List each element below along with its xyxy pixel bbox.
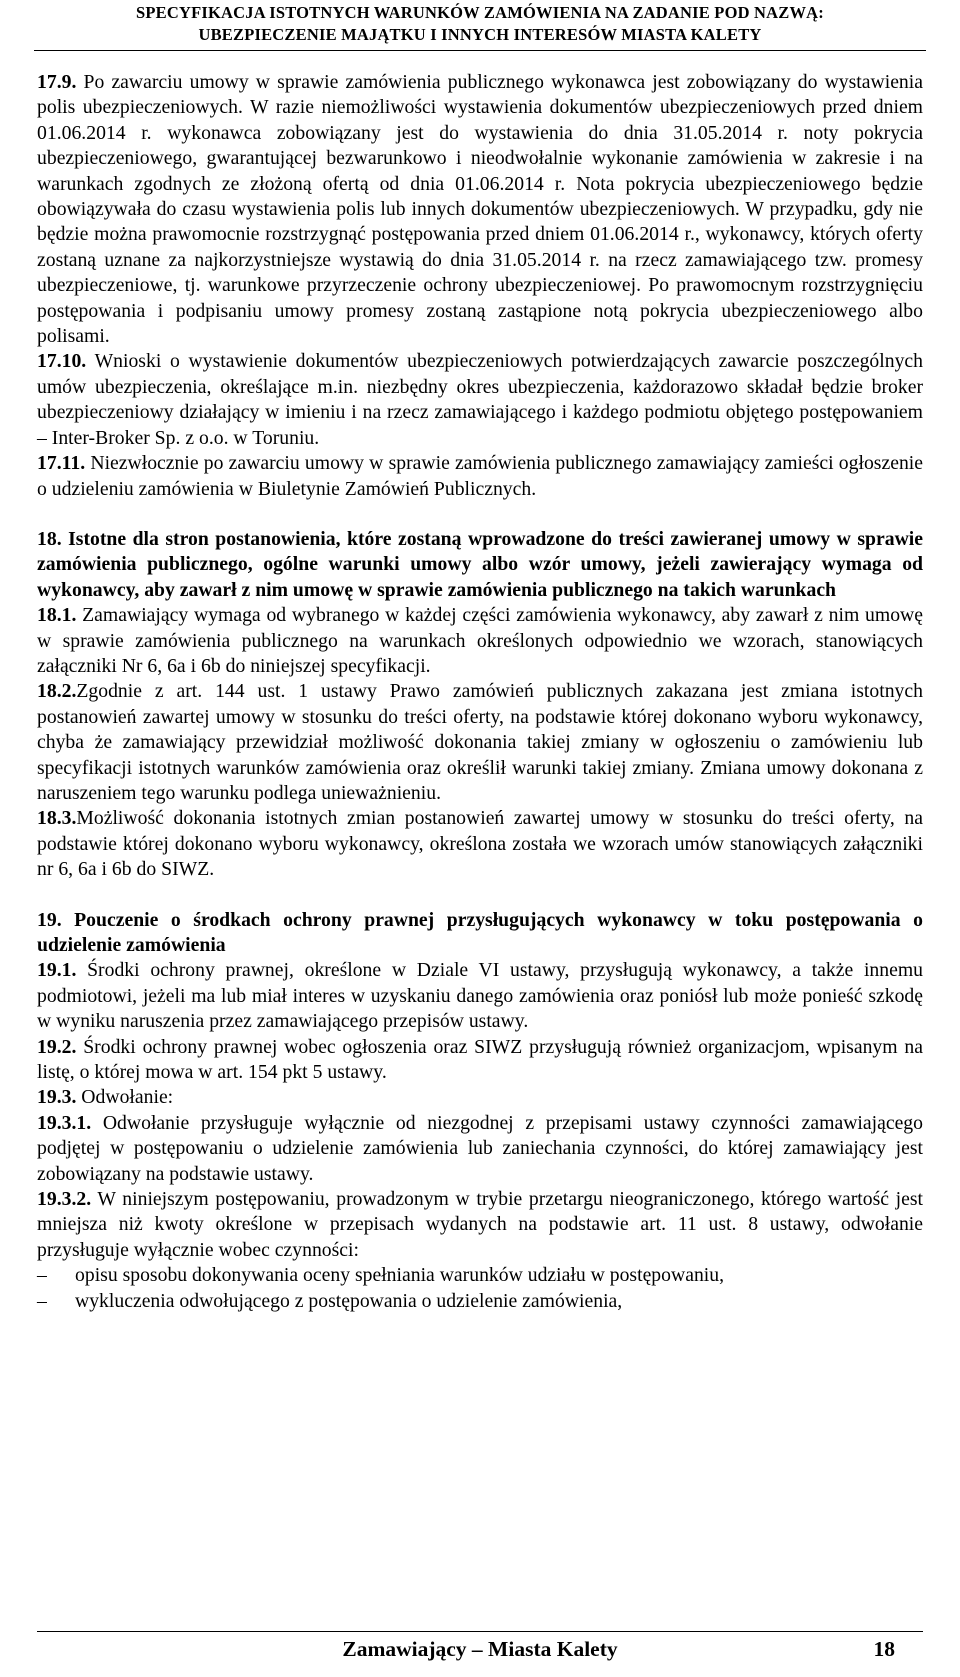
paragraph-text: Środki ochrony prawnej wobec ogłoszenia oraz SIWZ przysługują również organizacjom, wpisanym na listę, o której mowa w art. 154 pkt 5 ustawy. [37, 1035, 923, 1084]
section-number: 19. [37, 908, 62, 931]
section-number: 18.3. [37, 807, 77, 830]
paragraph-19-2 [37, 1035, 923, 1086]
document-header [0, 2, 960, 46]
list-item-text: wykluczenia odwołującego z postępowania o udzielenie zamówienia, [75, 1289, 623, 1312]
list-item [37, 1289, 923, 1314]
section-number: 19.3. [37, 1086, 77, 1109]
paragraph-17-10 [37, 349, 923, 451]
dash-bullet-icon: – [37, 1264, 47, 1287]
paragraph-19-3 [37, 1085, 923, 1110]
page-number: 18 [873, 1637, 895, 1661]
dash-bullet-icon: – [37, 1289, 47, 1312]
paragraph-18-1 [37, 603, 923, 679]
paragraph-19-1 [37, 958, 923, 1034]
paragraph-text: Zgodnie z art. 144 ust. 1 ustawy Prawo zamówień publicznych zakazana jest zmiana istotnych postanowień zawartej umowy w stosunku do treści oferty, na podstawie której dokonano wyboru wykonawcy, chyba że zamawiający przewidział możliwość dokonania takiej zmiany w ogłoszeniu o zamówieniu lub specyfikacji istotnych warunków zamówienia oraz określił warunki takiej zmiany. Zmiana umowy dokonana z naruszeniem tego warunku podlega unieważnieniu. [37, 680, 923, 804]
paragraph-text: Zamawiający wymaga od wybranego w każdej części zamówienia wykonawcy, aby zawarł z nim umowę w sprawie zamówienia publicznego na warunkach określonych odpowiednio we wzorach, stanowiących załączniki Nr 6, 6a i 6b do niniejszej specyfikacji. [37, 604, 923, 677]
list-item [37, 1263, 923, 1288]
heading-section-19 [37, 908, 923, 959]
paragraph-text: Wnioski o wystawienie dokumentów ubezpieczeniowych potwierdzających zawarcie poszczególnych umów ubezpieczenia, określające m.in. niezbędny okres ubezpieczenia, każdorazowo składał będzie broker ubezpieczeniowy działający w imieniu i na rzecz zamawiającego i każdego podmiotu objętego postępowaniem – Inter-Broker Sp. z o.o. w Toruniu. [37, 350, 923, 449]
paragraph-text: Środki ochrony prawnej, określone w Dziale VI ustawy, przysługują wykonawcy, a także innemu podmiotowi, jeżeli ma lub miał interes w uzyskaniu danego zamówienia oraz poniósł lub może ponieść szkodę w wyniku naruszenia przez zamawiającego przepisów ustawy. [37, 959, 923, 1033]
section-spacer [37, 502, 923, 527]
section-number: 18.1. [37, 604, 77, 627]
paragraph-text: Odwołanie: [76, 1086, 174, 1109]
header-line-1: SPECYFIKACJA ISTOTNYCH WARUNKÓW ZAMÓWIENIA NA ZADANIE POD NAZWĄ: [135, 3, 824, 22]
document-body [37, 70, 923, 1314]
paragraph-text: Odwołanie przysługuje wyłącznie od niezgodnej z przepisami ustawy czynności zamawiającego podjętej w postępowaniu o udzielenie zamówienia lub zaniechania czynności, do której zamawiający jest zobowiązany na podstawie ustawy. [37, 1111, 923, 1185]
footer-organization: Zamawiający – Miasta Kalety [342, 1637, 618, 1661]
section-spacer [37, 883, 923, 908]
paragraph-18-2 [37, 679, 923, 806]
heading-text: Istotne dla stron postanowienia, które zostaną wprowadzone do treści zawieranej umowy w sprawie zamówienia publicznego, ogólne warunki umowy albo wzór umowy, jeżeli zawierający wymaga od wykonawcy, aby zawarł z nim umowę w sprawie zamówienia publicznego na takich warunkach [37, 527, 923, 601]
section-number: 19.2. [37, 1035, 77, 1058]
header-line-2: UBEZPIECZENIE MAJĄTKU I INNYCH INTERESÓW MIASTA KALETY [198, 25, 762, 44]
section-number: 17.11. [37, 452, 86, 475]
footer-divider [37, 1631, 923, 1632]
paragraph-17-11 [37, 451, 923, 502]
section-number: 17.9. [37, 71, 77, 93]
heading-text: Pouczenie o środkach ochrony prawnej przysługujących wykonawcy w toku postępowania o udzielenie zamówienia [37, 908, 923, 956]
header-divider [34, 50, 926, 51]
paragraph-text: Po zawarciu umowy w sprawie zamówienia publicznego wykonawca jest zobowiązany do wystawienia polis ubezpieczeniowych. W razie niemożliwości wystawienia dokumentów ubezpieczeniowych przed dniem 01.06.2014 r. wykonawca zobowiązany jest do wystawienia do dnia 31.05.2014 r. noty pokrycia ubezpieczeniowego, gwarantującej bezwarunkowo i nieodwołalnie wykonanie zamówienia w zakresie i na warunkach zgodnych ze złożoną ofertą od dnia 01.06.2014 r. Nota pokrycia ubezpieczeniowego będzie obowiązywała do czasu wystawienia polis lub innych dokumentów ubezpieczeniowych. W przypadku, gdy nie będzie można prawomocnie rozstrzygnąć postępowania przed dniem 01.06.2014 r., wykonawcy, których oferty zostaną uznane za najkorzystniejsze wystawią do dnia 31.05.2014 r. na rzecz zamawiającego tzw. promesy ubezpieczeniowe, tj. warunkowe przyrzeczenie ochrony ubezpieczeniowej. Po prawomocnym rozstrzygnięciu postępowania i podpisaniu umowy promesy zostaną zastąpione notą pokrycia ubezpieczeniowego albo polisami. [37, 71, 923, 348]
section-number: 19.3.1. [37, 1111, 92, 1134]
heading-section-18 [37, 527, 923, 603]
paragraph-18-3 [37, 806, 923, 882]
paragraph-19-3-1 [37, 1111, 923, 1187]
section-number: 18.2. [37, 680, 77, 703]
section-number: 19.3.2. [37, 1188, 92, 1211]
paragraph-text: Niezwłocznie po zawarciu umowy w sprawie zamówienia publicznego zamawiający zamieści ogłoszenie o udzieleniu zamówienia w Biuletynie Zamówień Publicznych. [37, 452, 923, 500]
list-item-text: opisu sposobu dokonywania oceny spełniania warunków udziału w postępowaniu, [75, 1264, 725, 1287]
section-number: 17.10. [37, 350, 87, 373]
paragraph-19-3-2 [37, 1187, 923, 1263]
paragraph-17-9 [37, 70, 923, 349]
document-footer [37, 1634, 923, 1664]
paragraph-text: Możliwość dokonania istotnych zmian postanowień zawartej umowy w stosunku do treści oferty, na podstawie której dokonano wyboru wykonawcy, określona została we wzorach umów stanowiących załączniki nr 6, 6a i 6b do SIWZ. [37, 807, 923, 881]
paragraph-text: W niniejszym postępowaniu, prowadzonym w trybie przetargu nieograniczonego, którego wartość jest mniejsza niż kwoty określone w przepisach wydanych na podstawie art. 11 ust. 8 ustawy, odwołanie przysługuje wyłącznie wobec czynności: [37, 1188, 923, 1261]
section-number: 19.1. [37, 959, 77, 982]
section-number: 18. [37, 527, 62, 550]
